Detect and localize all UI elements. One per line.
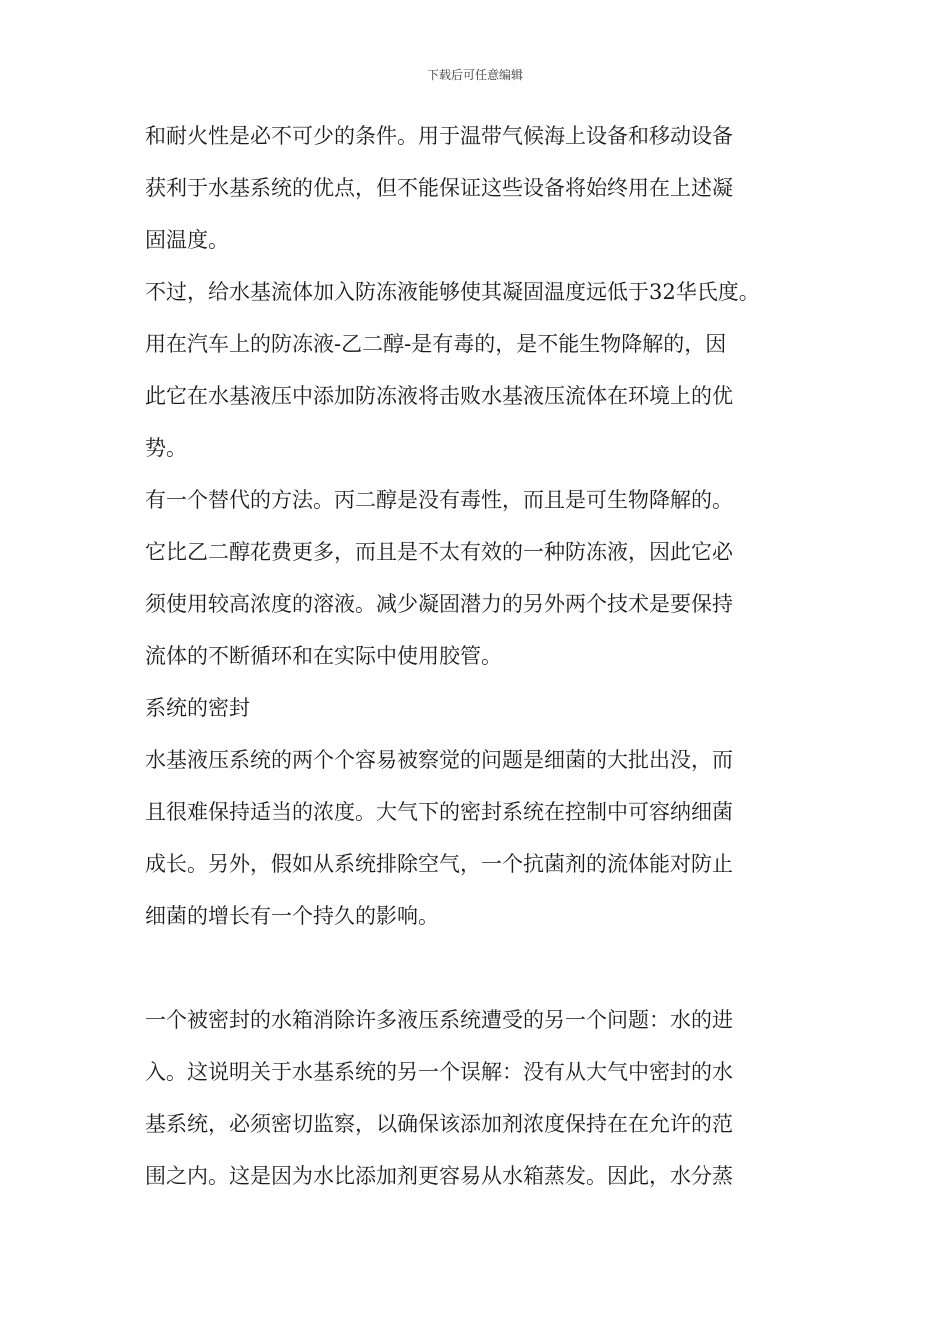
- text-line: 成长。另外，假如从系统排除空气，一个抗菌剂的流体能对防止: [145, 852, 733, 876]
- text-line: 用在汽车上的防冻液-乙二醇-是有毒的，是不能生物降解的，因: [145, 332, 727, 356]
- section-heading: 系统的密封: [145, 696, 250, 720]
- text-line: 围之内。这是因为水比添加剂更容易从水箱蒸发。因此，水分蒸: [145, 1164, 733, 1188]
- text-line: 它比乙二醇花费更多，而且是不太有效的一种防冻液，因此它必: [145, 540, 733, 564]
- text-line: 流体的不断循环和在实际中使用胶管。: [145, 644, 502, 668]
- text-line: 势。: [145, 436, 187, 460]
- text-line: 和耐火性是必不可少的条件。用于温带气候海上设备和移动设备: [145, 124, 733, 148]
- text-line: 一个被密封的水箱消除许多液压系统遭受的另一个问题：水的进: [145, 1008, 733, 1032]
- text-line: 获利于水基系统的优点，但不能保证这些设备将始终用在上述凝: [145, 176, 733, 200]
- text-line: 固温度。: [145, 228, 229, 252]
- text-line: 有一个替代的方法。丙二醇是没有毒性，而且是可生物降解的。: [145, 488, 733, 512]
- page-header: 下载后可任意编辑: [426, 68, 523, 82]
- text-line: 基系统，必须密切监察，以确保该添加剂浓度保持在在允许的范: [145, 1112, 733, 1136]
- text-line: 不过，给水基流体加入防冻液能够使其凝固温度远低于32华氏度。: [145, 280, 760, 304]
- text-line: 水基液压系统的两个个容易被察觉的问题是细菌的大批出没，而: [145, 748, 733, 772]
- text-line: 此它在水基液压中添加防冻液将击败水基液压流体在环境上的优: [145, 384, 733, 408]
- text-line: 且很难保持适当的浓度。大气下的密封系统在控制中可容纳细菌: [145, 800, 733, 824]
- document-body: [145, 116, 815, 1208]
- text-line: 须使用较高浓度的溶液。减少凝固潜力的另外两个技术是要保持: [145, 592, 733, 616]
- text-line: 细菌的增长有一个持久的影响。: [145, 904, 439, 928]
- blank-line: [145, 948, 815, 1000]
- text-line: 入。这说明关于水基系统的另一个误解：没有从大气中密封的水: [145, 1060, 733, 1084]
